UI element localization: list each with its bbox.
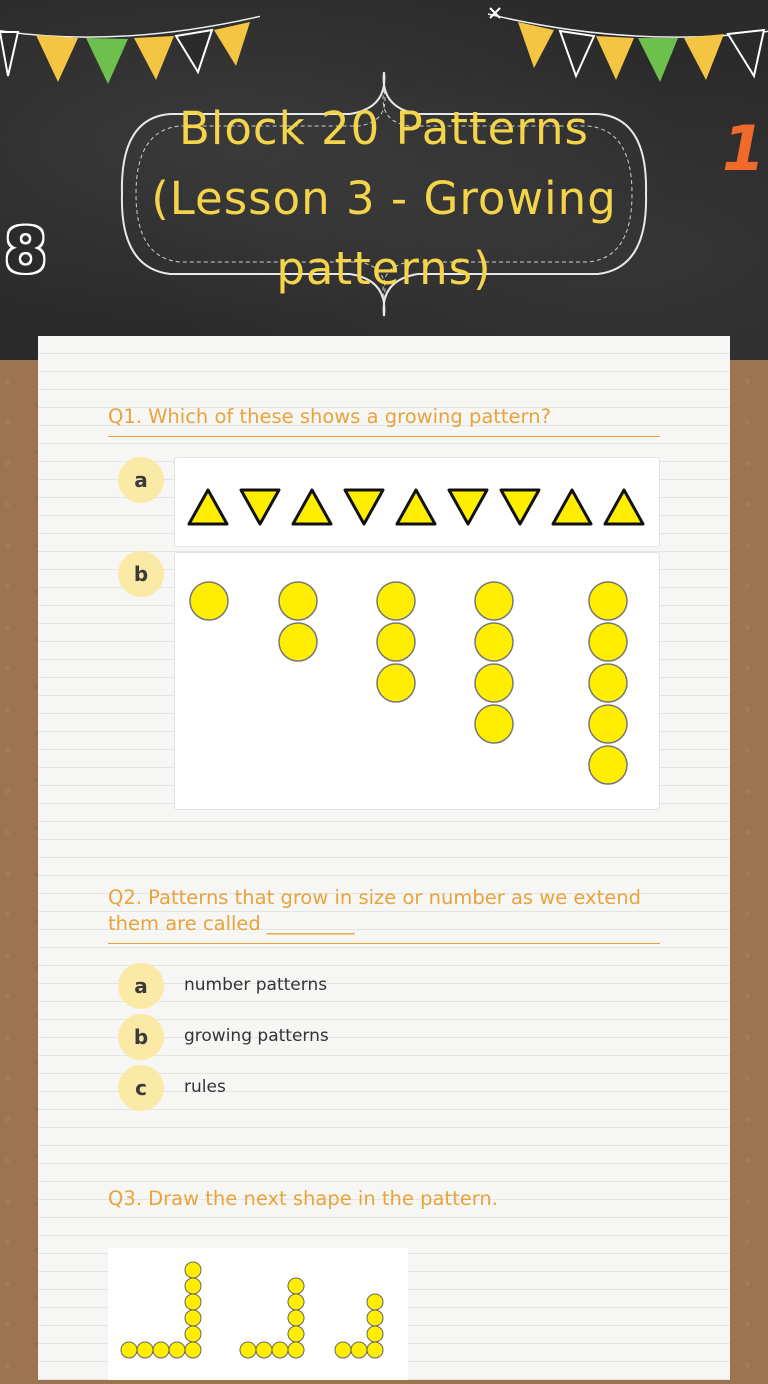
option-a-text[interactable]: number patterns	[184, 975, 328, 995]
counter	[279, 623, 317, 661]
header-chalkboard	[0, 0, 768, 360]
option-b-badge[interactable]: b	[118, 551, 164, 597]
counter	[288, 1326, 304, 1342]
counter	[367, 1294, 383, 1310]
triangle-up	[553, 490, 591, 524]
triangle-down	[449, 490, 487, 524]
question-1-text: Q1. Which of these shows a growing pattern?	[108, 404, 660, 437]
option-a-badge[interactable]: a	[118, 963, 164, 1009]
question-3-text: Q3. Draw the next shape in the pattern.	[108, 1187, 498, 1210]
counter	[377, 582, 415, 620]
question-2-text: Q2. Patterns that grow in size or number as we extend them are called _________	[108, 885, 660, 944]
counter	[185, 1326, 201, 1342]
triangle-up	[189, 490, 227, 524]
triangle-down	[241, 490, 279, 524]
option-b-card[interactable]	[174, 552, 660, 810]
counter	[256, 1342, 272, 1358]
worksheet-paper	[38, 336, 730, 1380]
l-shape-counters-icon	[108, 1248, 408, 1380]
option-b-badge[interactable]: b	[118, 1014, 164, 1060]
counter	[288, 1278, 304, 1294]
option-a-card[interactable]	[174, 457, 660, 547]
counter	[185, 1342, 201, 1358]
counter	[169, 1342, 185, 1358]
counter	[240, 1342, 256, 1358]
option-a-badge[interactable]: a	[118, 457, 164, 503]
q3-figure	[108, 1248, 408, 1380]
page-title: Block 20 Patterns (Lesson 3 - Growing patterns)	[151, 102, 617, 295]
counter	[335, 1342, 351, 1358]
triangle-up	[293, 490, 331, 524]
counter	[351, 1342, 367, 1358]
counter	[367, 1326, 383, 1342]
counter	[153, 1342, 169, 1358]
counter	[589, 664, 627, 702]
option-c-badge[interactable]: c	[118, 1065, 164, 1111]
triangle-up	[397, 490, 435, 524]
counter	[190, 582, 228, 620]
counter-columns-icon	[175, 553, 659, 809]
counter	[589, 746, 627, 784]
counter	[121, 1342, 137, 1358]
counter	[272, 1342, 288, 1358]
counter	[367, 1342, 383, 1358]
counter	[589, 705, 627, 743]
counter	[367, 1310, 383, 1326]
counter	[589, 582, 627, 620]
decorative-number-1: 1	[722, 112, 766, 185]
counter	[589, 623, 627, 661]
counter	[475, 705, 513, 743]
triangle-down	[501, 490, 539, 524]
counter	[185, 1278, 201, 1294]
counter	[288, 1310, 304, 1326]
triangle-up	[605, 490, 643, 524]
counter	[137, 1342, 153, 1358]
decorative-number-8: 8	[4, 214, 48, 287]
counter	[185, 1310, 201, 1326]
counter	[475, 623, 513, 661]
counter	[377, 623, 415, 661]
counter	[475, 664, 513, 702]
counter	[185, 1294, 201, 1310]
option-b-text[interactable]: growing patterns	[184, 1026, 329, 1046]
counter	[377, 664, 415, 702]
triangle-pattern-icon	[175, 458, 659, 546]
counter	[475, 582, 513, 620]
counter	[288, 1294, 304, 1310]
counter	[279, 582, 317, 620]
option-c-text[interactable]: rules	[184, 1077, 226, 1097]
triangle-down	[345, 490, 383, 524]
counter	[185, 1262, 201, 1278]
counter	[288, 1342, 304, 1358]
